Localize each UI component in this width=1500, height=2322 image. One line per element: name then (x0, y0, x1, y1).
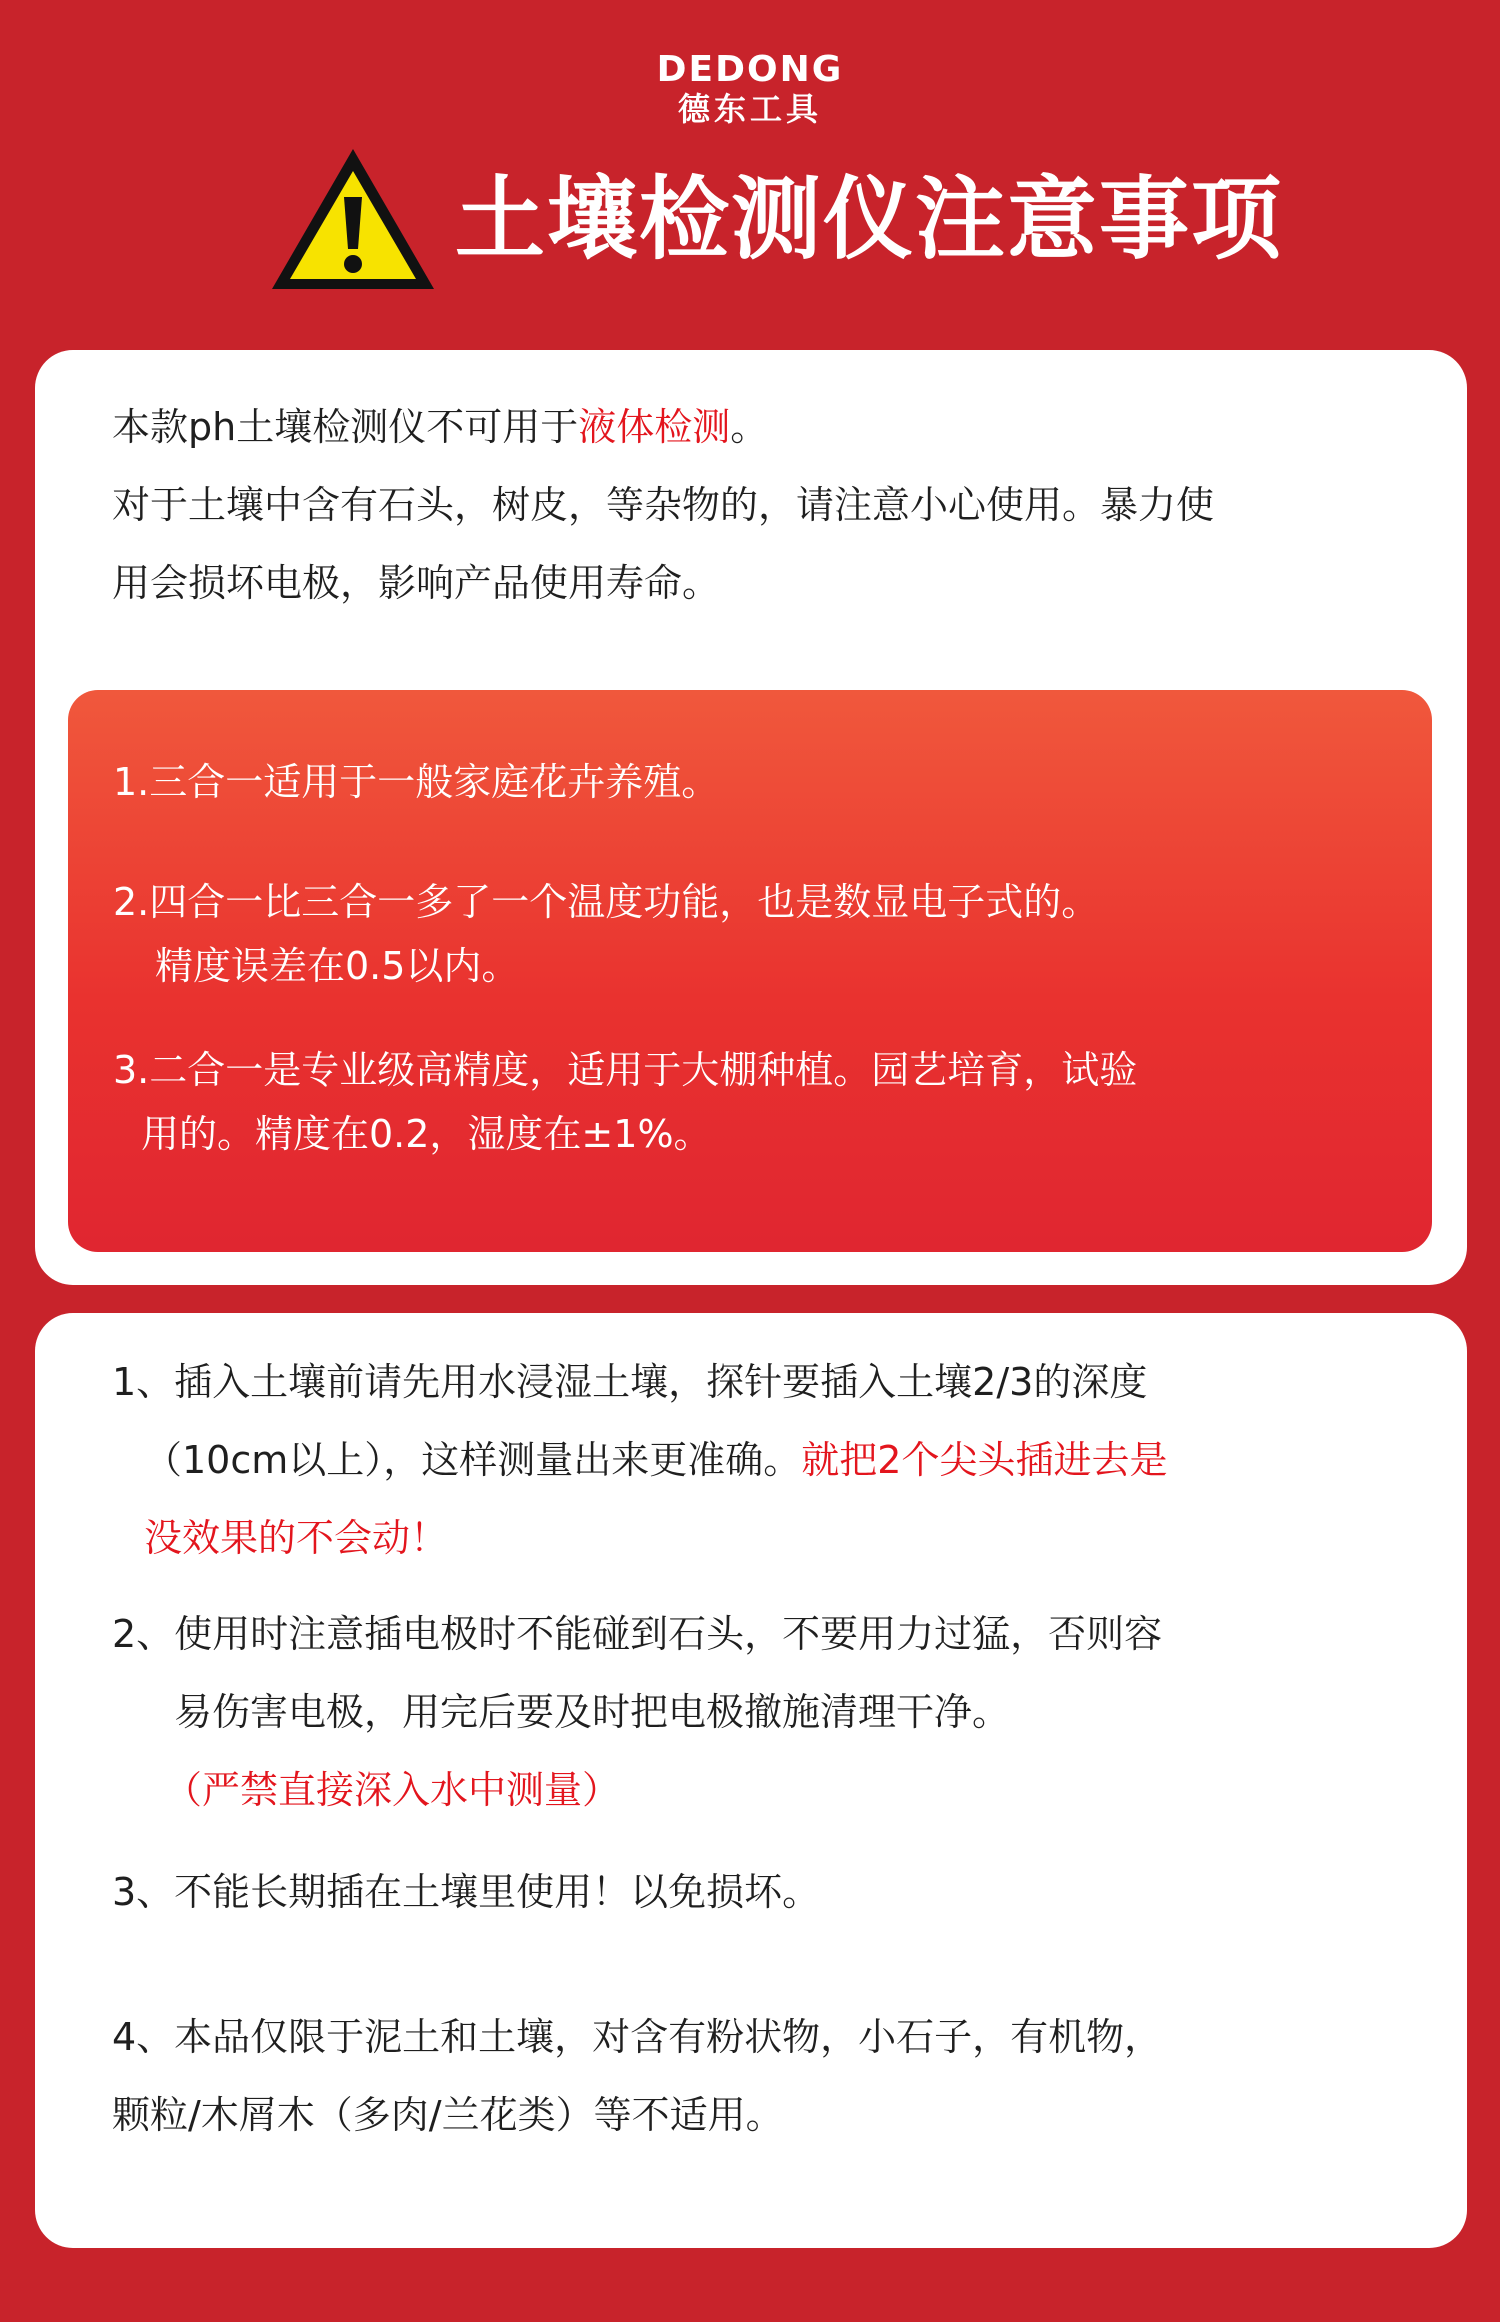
rule-1: 1、插入土壤前请先用水浸湿土壤，探针要插入土壤2/3的深度 （10cm以上），这样测量出来更准确。就把2个尖头插进去是 没效果的不会动！ (112, 1360, 1168, 1560)
intro-text (112, 388, 1412, 622)
liquid-warning-highlight: 液体检测 (578, 405, 731, 449)
page-title: 土壤检测仪注意事项 (455, 167, 1283, 272)
model-item-3: 3.二合一是专业级高精度，适用于大棚种植。园艺培育，试验 用的。精度在0.2，湿度在±1%。 (113, 1048, 1138, 1156)
intro-line-3: 用会损坏电极，影响产品使用寿命。 (112, 561, 721, 605)
usage-rules-card (35, 1313, 1467, 2248)
model-item-1: 1.三合一适用于一般家庭花卉养殖。 (113, 760, 720, 804)
rule-3: 3、不能长期插在土壤里使用！以免损坏。 (112, 1870, 821, 1914)
intro-card (35, 350, 1467, 1285)
rule-4: 4、本品仅限于泥土和土壤，对含有粉状物，小石子，有机物， 颗粒/木屑木（多肉/兰花类）等不适用。 (112, 2015, 1163, 2137)
title-row (0, 145, 1500, 295)
rule-2: 2、使用时注意插电极时不能碰到石头，不要用力过猛，否则容 易伤害电极，用完后要及时把电极撤施清理干净。 （严禁直接深入水中测量） (112, 1595, 1412, 1829)
warning-triangle-icon (268, 145, 438, 293)
brand-name-cn: 德东工具 (677, 90, 822, 128)
intro-line-1: 本款ph土壤检测仪不可用于液体检测。 (112, 405, 769, 449)
brand-name-en: DEDONG (656, 49, 844, 90)
model-info-box (68, 690, 1432, 1252)
no-water-warning: （严禁直接深入水中测量） (164, 1768, 621, 1812)
intro-line-2: 对于土壤中含有石头，树皮，等杂物的，请注意小心使用。暴力使 (112, 483, 1215, 527)
brand-logo (0, 50, 1500, 128)
model-item-2: 2.四合一比三合一多了一个温度功能，也是数显电子式的。 精度误差在0.5以内。 (113, 880, 1100, 988)
